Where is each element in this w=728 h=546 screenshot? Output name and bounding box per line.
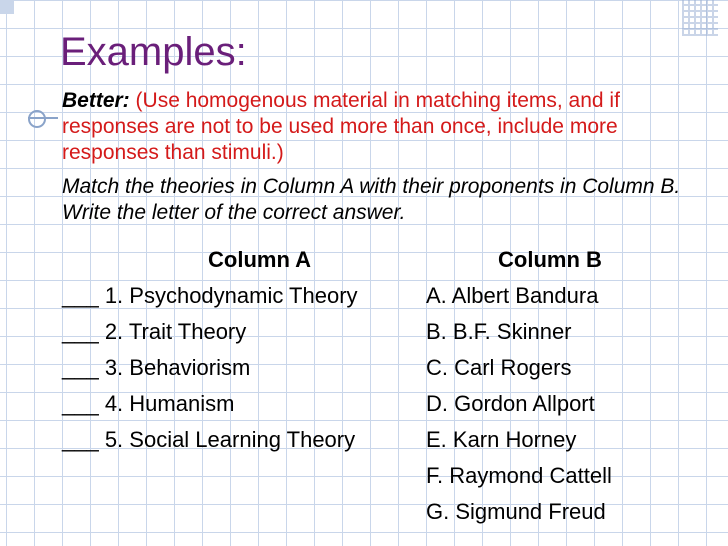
column-b-item: G. Sigmund Freud — [426, 499, 606, 524]
better-label: Better: — [62, 89, 130, 112]
match-row — [62, 427, 682, 463]
match-row — [62, 283, 682, 319]
column-a-item: ___ 4. Humanism — [62, 391, 235, 416]
column-b-item: C. Carl Rogers — [426, 355, 572, 380]
match-row — [62, 319, 682, 355]
column-headers — [62, 247, 682, 283]
better-paragraph — [62, 88, 682, 166]
better-text: (Use homogenous material in matching items, and if responses are not to be used more than once, include more responses than stimuli.) — [62, 89, 620, 164]
match-row — [62, 355, 682, 391]
column-b-item: D. Gordon Allport — [426, 391, 595, 416]
matching-columns — [62, 247, 682, 535]
column-a-header: Column A — [208, 247, 312, 272]
column-a-item: ___ 3. Behaviorism — [62, 355, 251, 380]
column-a-item: ___ 5. Social Learning Theory — [62, 427, 356, 452]
bullet-circle-decoration — [28, 110, 46, 128]
corner-decoration — [0, 0, 14, 14]
match-row — [62, 463, 682, 499]
column-b-item: F. Raymond Cattell — [426, 463, 612, 488]
match-row — [62, 391, 682, 427]
instruction-paragraph: Match the theories in Column A with their proponents in Column B. Write the letter of the correct answer. — [62, 175, 681, 224]
match-row — [62, 499, 682, 535]
column-b-item: A. Albert Bandura — [426, 283, 599, 308]
bullet-line-decoration — [28, 117, 58, 119]
column-a-item: ___ 1. Psychodynamic Theory — [62, 283, 358, 308]
slide-title: Examples: — [60, 30, 247, 74]
column-b-header: Column B — [498, 247, 602, 272]
slide-content — [62, 88, 682, 226]
column-b-item: B. B.F. Skinner — [426, 319, 572, 344]
column-a-item: ___ 2. Trait Theory — [62, 319, 247, 344]
column-b-item: E. Karn Horney — [426, 427, 577, 452]
corner-pattern-decoration — [682, 0, 718, 36]
